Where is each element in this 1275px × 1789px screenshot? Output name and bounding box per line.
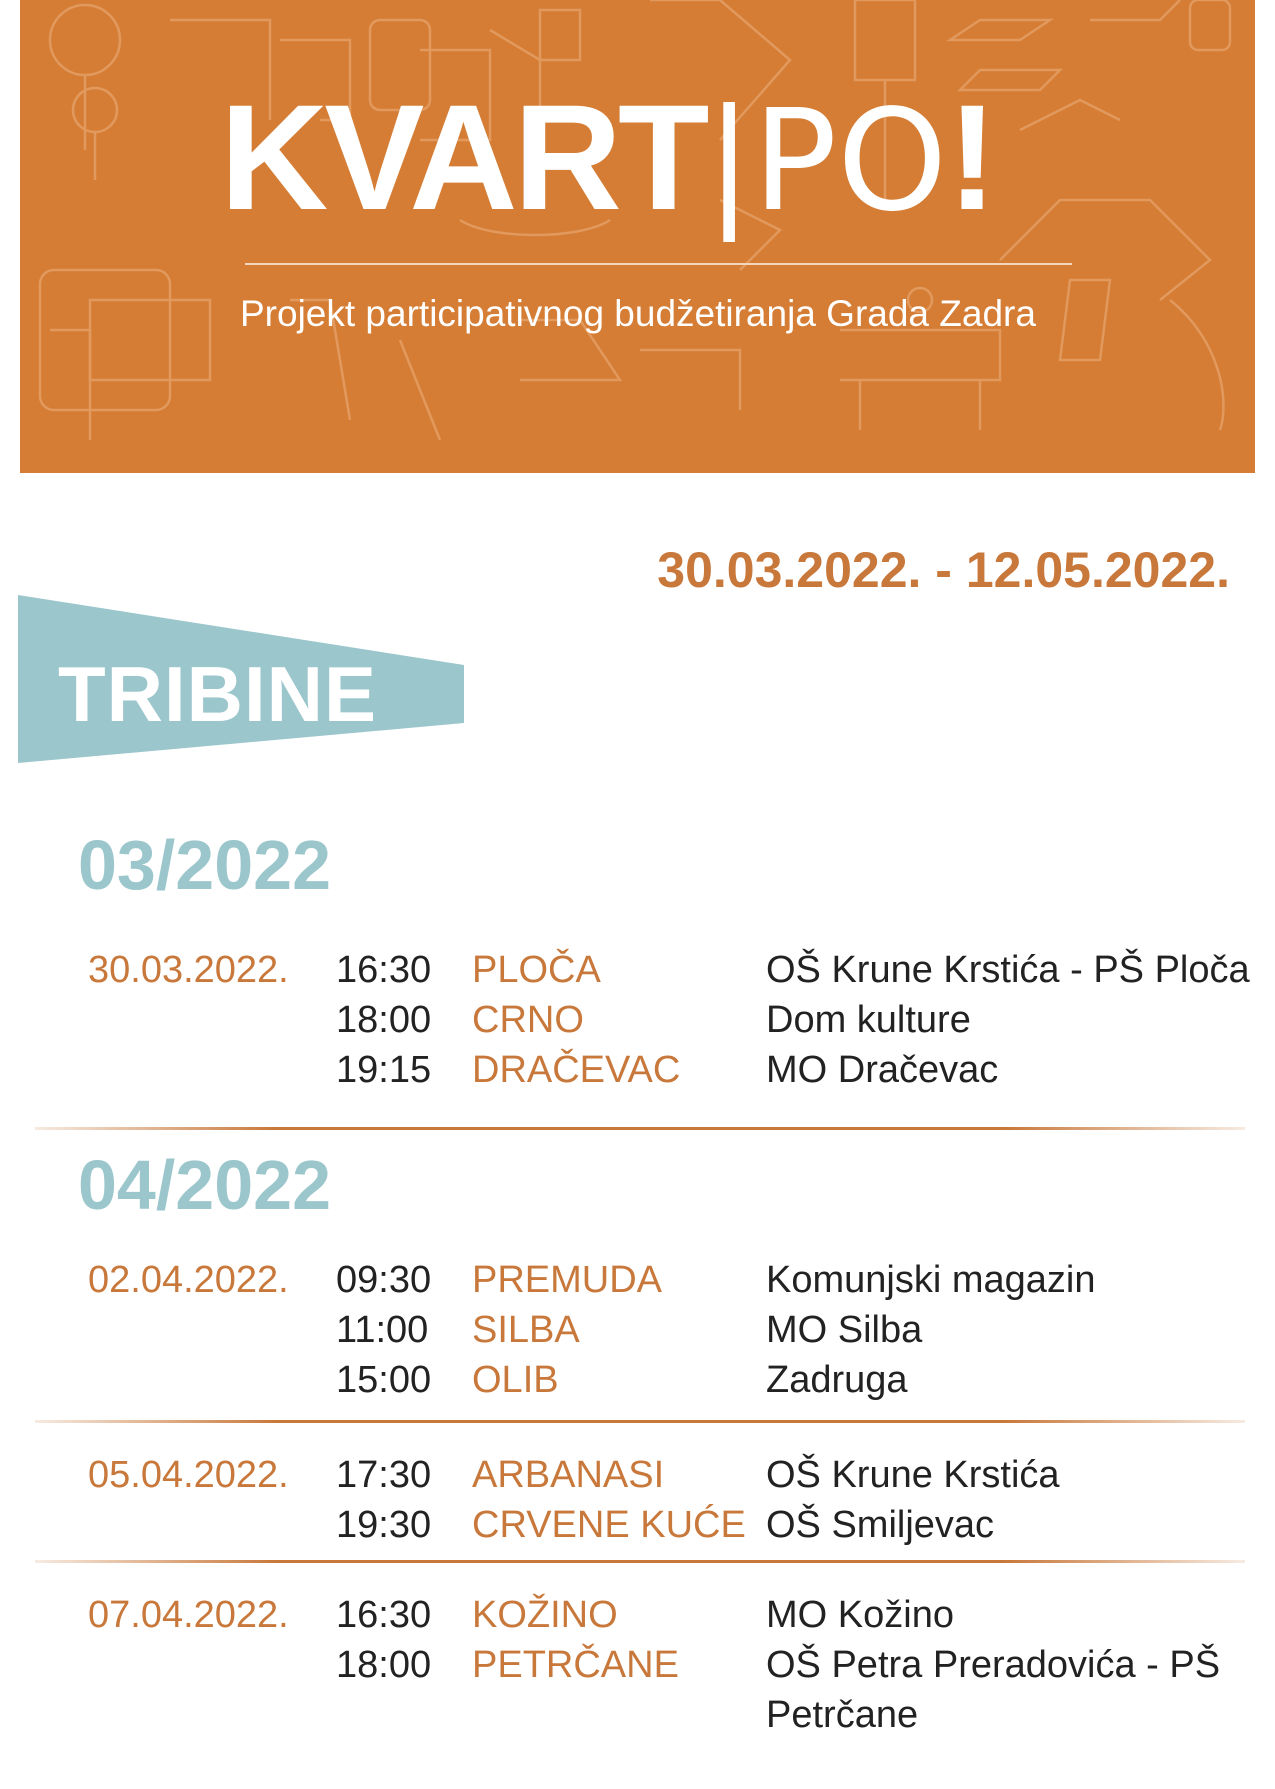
event-venue: OŠ Krune Krstića - PŠ Ploča [766,949,1250,991]
event-venue: Dom kulture [766,999,971,1041]
event-time: 16:30 [336,1594,432,1636]
event-date: 30.03.2022. [88,949,289,991]
schedule-row [0,1305,1275,1355]
event-venue: MO Kožino [766,1594,954,1636]
schedule-row [0,1500,1275,1550]
event-venue: Petrčane [766,1694,919,1736]
event-location: ARBANASI [472,1454,665,1496]
event-date: 07.04.2022. [88,1594,289,1636]
section-divider [35,1127,1245,1130]
schedule-row [0,1590,1275,1640]
event-location: OLIB [472,1359,559,1401]
event-date: 05.04.2022. [88,1454,289,1496]
logo-separator: | [705,80,753,243]
event-date: 02.04.2022. [88,1259,289,1301]
section-divider [35,1560,1245,1563]
event-time: 18:00 [336,999,432,1041]
date-range: 30.03.2022. - 12.05.2022. [657,542,1230,598]
event-venue: MO Silba [766,1309,923,1351]
event-time: 18:00 [336,1644,432,1686]
event-venue: OŠ Krune Krstića [766,1454,1060,1496]
section-title-tribine: TRIBINE [58,650,377,738]
event-time: 11:00 [336,1309,429,1351]
event-location: CRNO [472,999,584,1041]
schedule-row [0,1690,1275,1740]
logo-bold-text: KVART [220,73,706,241]
event-location: PREMUDA [472,1259,663,1301]
project-subtitle: Projekt participativnog budžetiranja Grada Zadra [240,293,1036,334]
event-location: PLOČA [472,949,601,991]
month-heading: 03/2022 [78,826,332,904]
schedule-row [0,1255,1275,1305]
schedule-row [0,1640,1275,1690]
event-time: 19:30 [336,1504,432,1546]
event-location: CRVENE KUĆE [472,1504,746,1546]
event-location: DRAČEVAC [472,1049,681,1091]
schedule-row [0,945,1275,995]
event-location: PETRČANE [472,1644,679,1686]
section-divider [35,1420,1245,1423]
event-location: SILBA [472,1309,580,1351]
logo-exclamation: ! [947,73,994,241]
schedule-row [0,1355,1275,1405]
kvartipo-logo [220,72,1100,247]
event-venue: Zadruga [766,1359,908,1401]
event-venue: OŠ Smiljevac [766,1504,995,1546]
logo-underline [245,263,1072,265]
event-venue: OŠ Petra Preradovića - PŠ [766,1644,1221,1686]
event-time: 15:00 [336,1359,432,1401]
event-venue: Komunjski magazin [766,1259,1096,1301]
event-time: 19:15 [336,1049,432,1091]
schedule-row [0,1045,1275,1095]
event-location: KOŽINO [472,1594,618,1636]
event-time: 09:30 [336,1259,432,1301]
header-banner [20,0,1255,473]
month-heading: 04/2022 [78,1146,332,1224]
schedule-row [0,1450,1275,1500]
event-time: 16:30 [336,949,432,991]
logo-thin-text: PO [752,80,948,243]
schedule-row [0,995,1275,1045]
event-time: 17:30 [336,1454,432,1496]
event-venue: MO Dračevac [766,1049,999,1091]
